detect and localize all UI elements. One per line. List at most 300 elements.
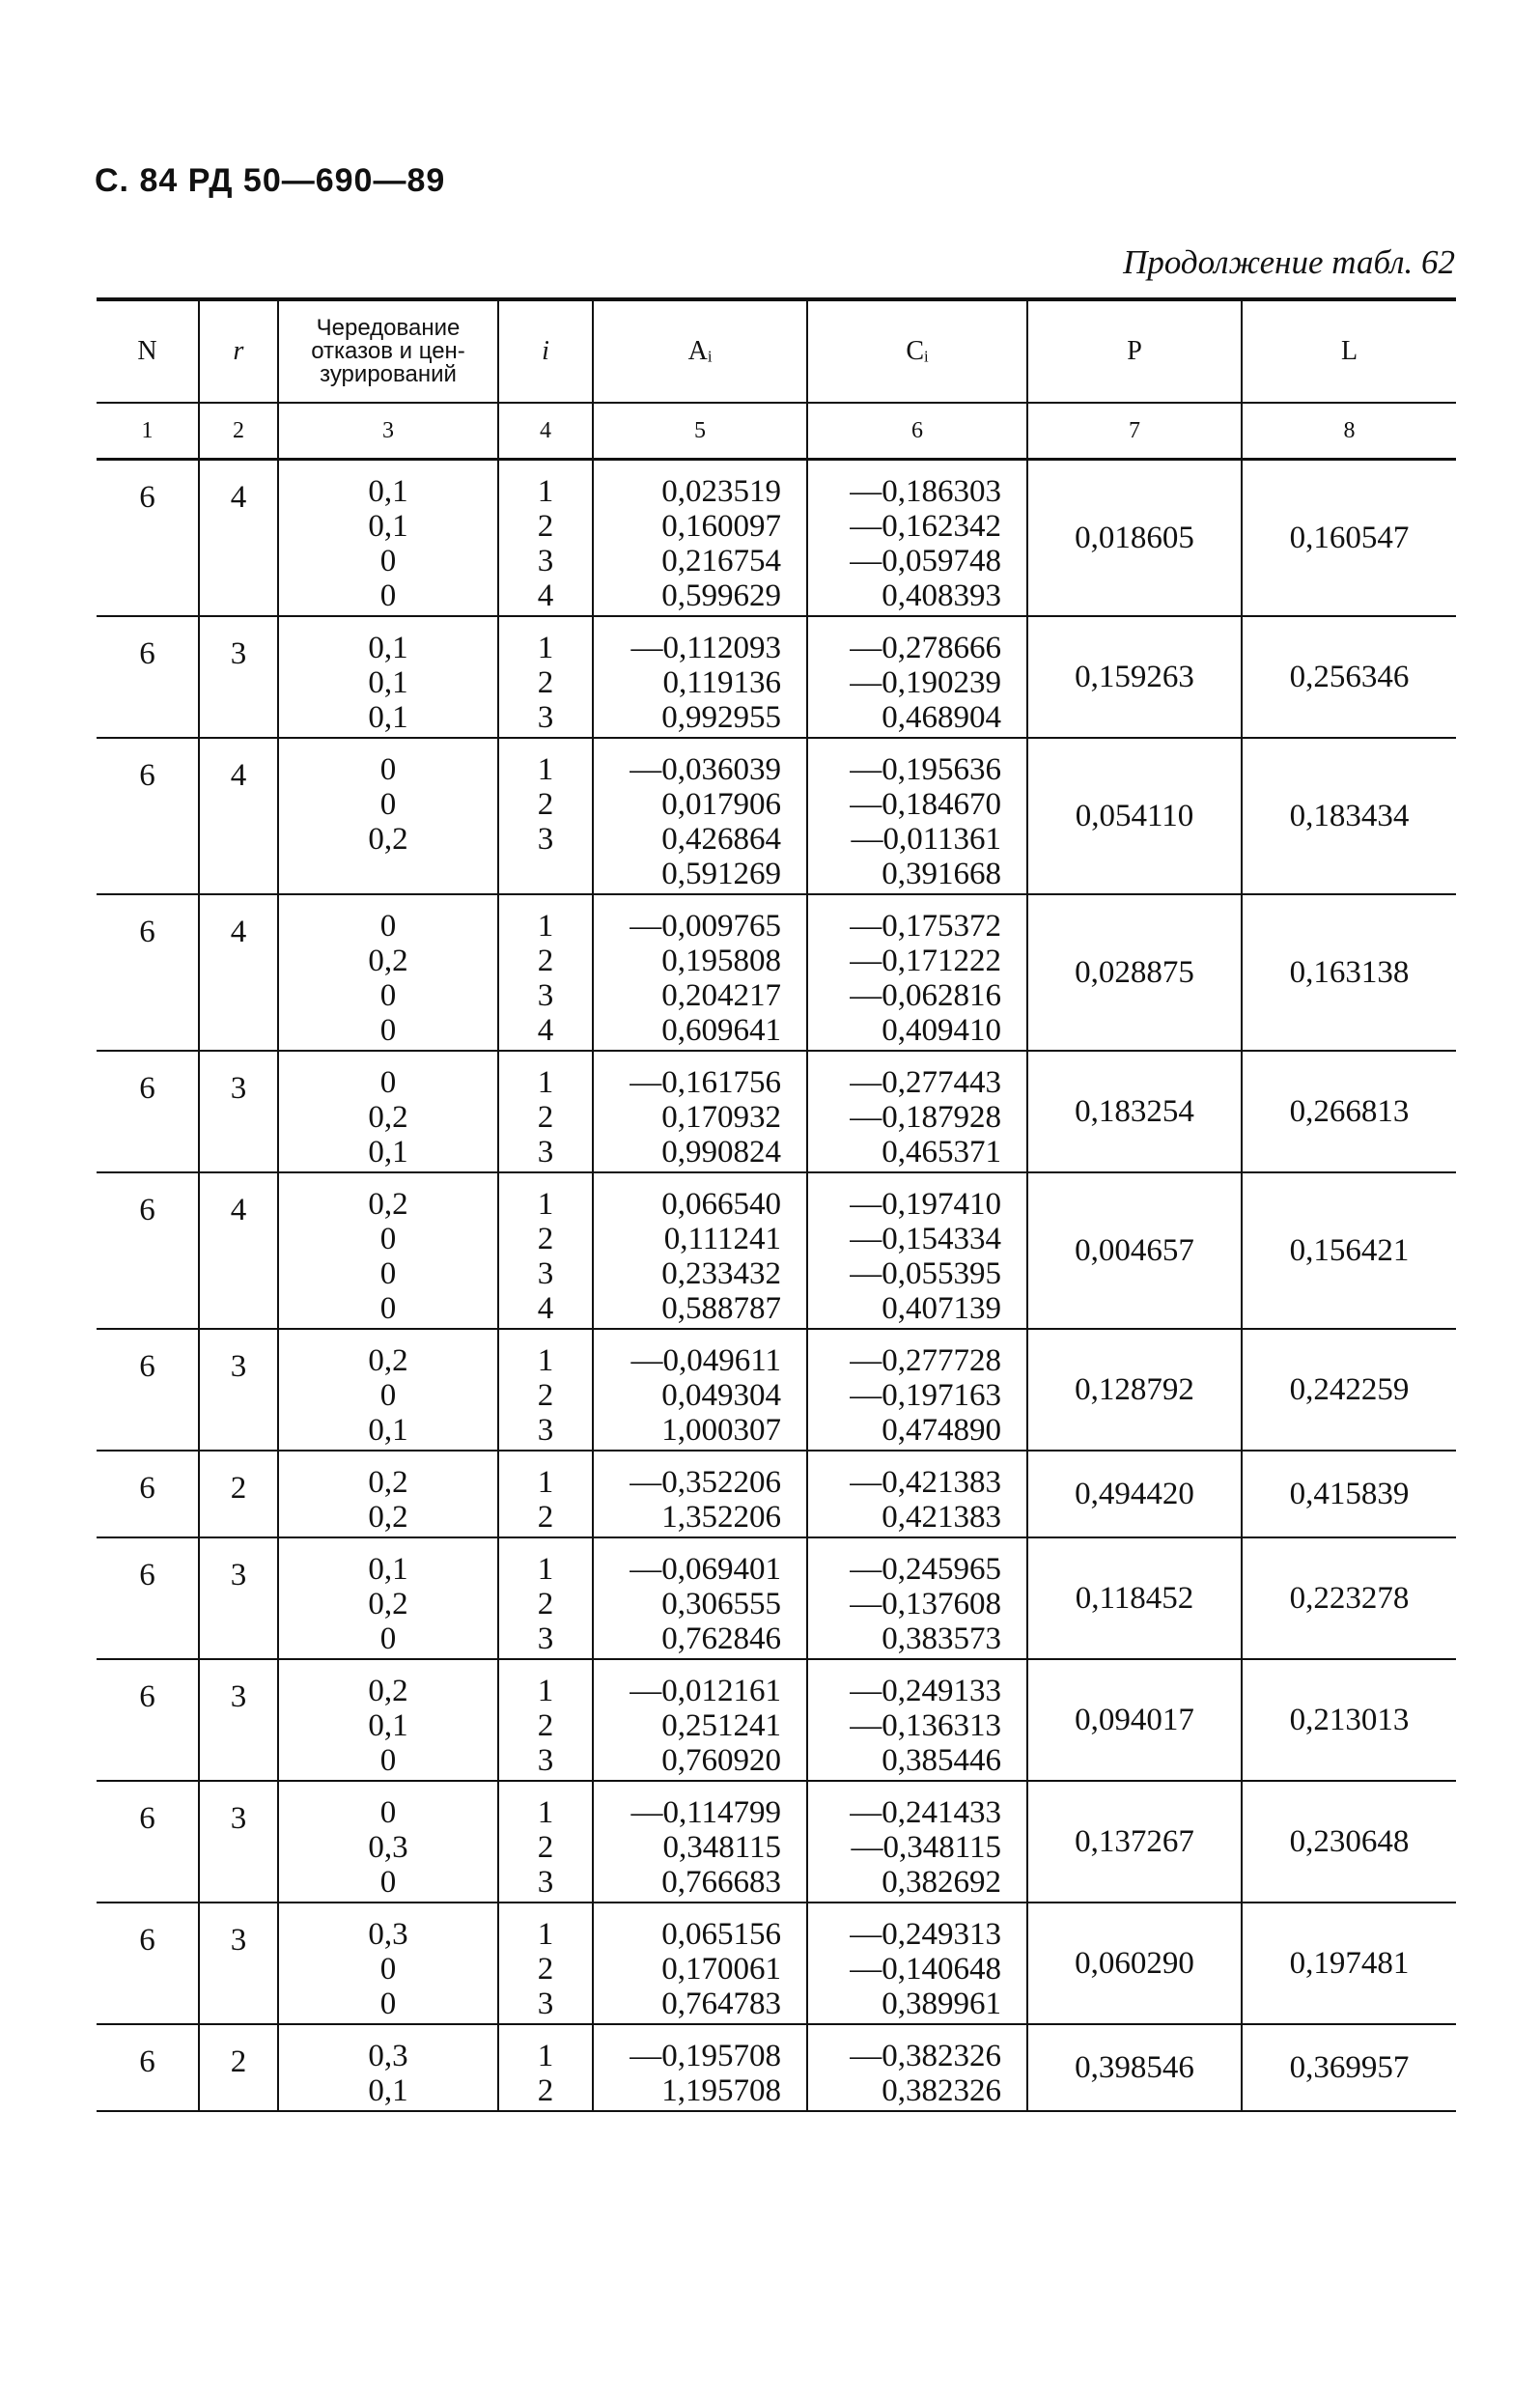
sequence-value: 0,1 [368,1708,408,1743]
sequence-value: 0,1 [368,1552,408,1587]
c-value: —0,277443 [850,1065,1001,1100]
a-value: —0,161756 [630,1065,781,1100]
i-value: 3 [537,1413,554,1448]
cell-i [498,1172,593,1329]
column-number-row [97,403,1456,460]
sequence-value: 0,1 [368,631,408,665]
c-value: —0,249133 [850,1674,1001,1708]
cell-i [498,1329,593,1451]
header-sequence [278,299,498,403]
c-value: —0,011361 [851,822,1001,857]
a-value: 0,160097 [661,509,781,544]
cell-sequence [278,460,498,617]
a-value: —0,049611 [630,1343,781,1378]
cell-p: 0,060290 [1027,1903,1242,2024]
cell-a [593,1903,807,2024]
a-value: —0,195708 [630,2039,781,2073]
sequence-value: 0 [379,1795,397,1830]
i-value: 1 [537,2039,554,2073]
sequence-value: 0 [379,978,397,1013]
header-sequence-line: отказов и цен- [311,338,465,364]
c-value: —0,187928 [850,1100,1001,1135]
cell-c [807,1781,1027,1903]
cell-p: 0,118452 [1027,1537,1242,1659]
cell-i [498,1781,593,1903]
i-value: 2 [537,1952,554,1987]
cell-a [593,1781,807,1903]
cell-sequence [278,1781,498,1903]
a-value: 0,023519 [661,474,781,509]
cell-l: 0,415839 [1242,1451,1456,1537]
a-value: 0,251241 [661,1708,781,1743]
cell-sequence [278,616,498,738]
cell-c [807,738,1027,894]
col-number: 1 [97,403,199,460]
sequence-value: 0,2 [368,1500,408,1535]
cell-n: 6 [97,1659,199,1781]
a-value: 0,233432 [661,1256,781,1291]
i-value: 3 [537,1865,554,1900]
sequence-value: 0 [379,578,397,613]
table-row [97,1537,1456,1659]
cell-i [498,616,593,738]
cell-p: 0,137267 [1027,1781,1242,1903]
cell-c [807,616,1027,738]
cell-sequence [278,894,498,1051]
c-value: 0,409410 [882,1013,1001,1048]
c-value: 0,383573 [882,1621,1001,1656]
cell-c [807,1537,1027,1659]
cell-i [498,894,593,1051]
cell-i [498,1051,593,1172]
table-row [97,460,1456,617]
c-value: —0,055395 [850,1256,1001,1291]
sequence-value: 0 [379,1256,397,1291]
table-row [97,1172,1456,1329]
i-value: 1 [537,752,554,787]
i-value: 3 [537,700,554,735]
c-value: —0,277728 [850,1343,1001,1378]
table-body [97,460,1456,2112]
sequence-value: 0,2 [368,1100,408,1135]
cell-sequence [278,1659,498,1781]
cell-l: 0,160547 [1242,460,1456,617]
a-value: 0,588787 [661,1291,781,1326]
table-row [97,2024,1456,2111]
c-value: —0,184670 [850,787,1001,822]
c-value: —0,348115 [851,1830,1001,1865]
c-value: 0,465371 [882,1135,1001,1170]
a-value: —0,352206 [630,1465,781,1500]
a-value: 0,609641 [661,1013,781,1048]
a-value: 0,591269 [661,857,781,891]
table-row [97,738,1456,894]
i-value: 3 [537,1987,554,2021]
a-value: 1,195708 [661,2073,781,2108]
c-value: —0,154334 [850,1222,1001,1256]
c-value: 0,407139 [882,1291,1001,1326]
cell-sequence [278,1451,498,1537]
i-value: 2 [537,1222,554,1256]
i-value: 1 [537,909,554,944]
cell-l: 0,369957 [1242,2024,1456,2111]
cell-p: 0,004657 [1027,1172,1242,1329]
c-value: —0,421383 [850,1465,1001,1500]
sequence-value: 0,1 [368,2073,408,2108]
cell-l: 0,230648 [1242,1781,1456,1903]
cell-sequence [278,1051,498,1172]
cell-l: 0,213013 [1242,1659,1456,1781]
cell-r: 3 [199,1051,278,1172]
a-value: 0,195808 [661,944,781,978]
cell-l: 0,163138 [1242,894,1456,1051]
a-value: 0,065156 [661,1917,781,1952]
i-value: 1 [537,1917,554,1952]
sequence-value: 0,1 [368,474,408,509]
table-row [97,1451,1456,1537]
cell-r: 2 [199,1451,278,1537]
i-value: 2 [537,1500,554,1535]
table-row [97,1903,1456,2024]
i-value: 1 [537,631,554,665]
a-value: 0,599629 [661,578,781,613]
cell-p: 0,128792 [1027,1329,1242,1451]
c-value: 0,382326 [882,2073,1001,2108]
a-value: 0,348115 [662,1830,781,1865]
sequence-value: 0 [379,1743,397,1778]
c-value: —0,162342 [850,509,1001,544]
i-value: 4 [537,1013,554,1048]
sequence-value: 0 [379,1222,397,1256]
i-value: 1 [537,1795,554,1830]
cell-l: 0,223278 [1242,1537,1456,1659]
sequence-value: 0,1 [368,665,408,700]
cell-r: 4 [199,1172,278,1329]
cell-r: 4 [199,460,278,617]
i-value: 3 [537,978,554,1013]
i-value: 2 [537,787,554,822]
col-number: 2 [199,403,278,460]
a-value: 0,766683 [661,1865,781,1900]
a-value: 0,017906 [661,787,781,822]
i-value: 2 [537,2073,554,2108]
sequence-value: 0,3 [368,1917,408,1952]
cell-n: 6 [97,2024,199,2111]
c-value: —0,382326 [850,2039,1001,2073]
c-value: —0,175372 [850,909,1001,944]
cell-p: 0,159263 [1027,616,1242,738]
cell-c [807,460,1027,617]
sequence-value: 0,1 [368,1135,408,1170]
c-value: —0,197163 [850,1378,1001,1413]
cell-r: 3 [199,1781,278,1903]
table-row [97,1659,1456,1781]
sequence-value: 0,1 [368,700,408,735]
cell-sequence [278,1172,498,1329]
sequence-value: 0,2 [368,1187,408,1222]
sequence-value: 0,2 [368,1587,408,1621]
a-value: 0,066540 [661,1187,781,1222]
cell-l: 0,242259 [1242,1329,1456,1451]
table-row [97,894,1456,1051]
sequence-value: 0 [379,1291,397,1326]
sequence-value: 0 [379,909,397,944]
i-value [499,857,592,891]
a-value: 0,204217 [661,978,781,1013]
a-value: —0,114799 [630,1795,781,1830]
cell-p: 0,094017 [1027,1659,1242,1781]
cell-i [498,1903,593,2024]
i-value: 1 [537,1552,554,1587]
cell-i [498,2024,593,2111]
i-value: 3 [537,1256,554,1291]
cell-a [593,616,807,738]
i-value: 1 [537,1187,554,1222]
table-row [97,1781,1456,1903]
a-value: 0,762846 [661,1621,781,1656]
sequence-value: 0,1 [368,509,408,544]
cell-a [593,1051,807,1172]
cell-a [593,894,807,1051]
table-row [97,616,1456,738]
cell-p: 0,054110 [1027,738,1242,894]
c-value: —0,059748 [850,544,1001,578]
sequence-value: 0 [379,1987,397,2021]
col-number: 4 [498,403,593,460]
col-number: 3 [278,403,498,460]
c-value: 0,468904 [882,700,1001,735]
cell-r: 3 [199,1329,278,1451]
c-value: 0,382692 [882,1865,1001,1900]
c-value: —0,136313 [850,1708,1001,1743]
cell-c [807,1329,1027,1451]
header-p: P [1027,299,1242,403]
cell-a [593,1537,807,1659]
cell-l: 0,266813 [1242,1051,1456,1172]
sequence-value: 0 [379,752,397,787]
cell-l: 0,156421 [1242,1172,1456,1329]
a-value: 0,990824 [661,1135,781,1170]
c-value: 0,389961 [882,1987,1001,2021]
i-value: 3 [537,544,554,578]
a-value: 0,170061 [661,1952,781,1987]
c-value: 0,385446 [882,1743,1001,1778]
col-number: 8 [1242,403,1456,460]
data-table [97,297,1456,2112]
a-value: —0,009765 [630,909,781,944]
cell-r: 4 [199,738,278,894]
cell-i [498,460,593,617]
cell-p: 0,183254 [1027,1051,1242,1172]
i-value: 1 [537,1674,554,1708]
cell-c [807,894,1027,1051]
header-r: r [199,299,278,403]
cell-c [807,1172,1027,1329]
cell-r: 4 [199,894,278,1051]
header-i: i [498,299,593,403]
i-value: 2 [537,509,554,544]
cell-n: 6 [97,738,199,894]
col-number: 7 [1027,403,1242,460]
cell-c [807,2024,1027,2111]
cell-sequence [278,1537,498,1659]
i-value: 1 [537,474,554,509]
c-value: —0,186303 [850,474,1001,509]
c-value: —0,171222 [850,944,1001,978]
sequence-value: 0 [379,787,397,822]
i-value: 1 [537,1343,554,1378]
table-continuation-caption: Продолжение табл. 62 [1123,243,1455,281]
cell-p: 0,018605 [1027,460,1242,617]
sequence-value: 0 [379,1378,397,1413]
a-value: 0,216754 [661,544,781,578]
a-value: 0,119136 [662,665,781,700]
cell-c [807,1903,1027,2024]
i-value: 2 [537,1708,554,1743]
c-value: —0,197410 [850,1187,1001,1222]
header-a: Aᵢ [593,299,807,403]
sequence-value: 0,2 [368,822,408,857]
a-value: 0,992955 [661,700,781,735]
cell-n: 6 [97,1329,199,1451]
cell-n: 6 [97,1172,199,1329]
cell-a [593,2024,807,2111]
cell-sequence [278,2024,498,2111]
c-value: —0,190239 [850,665,1001,700]
cell-a [593,1659,807,1781]
header-c: Cᵢ [807,299,1027,403]
i-value: 2 [537,944,554,978]
sequence-value: 0,3 [368,1830,408,1865]
cell-c [807,1451,1027,1537]
a-value: 0,760920 [661,1743,781,1778]
sequence-value [279,857,497,891]
c-value: —0,241433 [850,1795,1001,1830]
table-row [97,1329,1456,1451]
i-value: 2 [537,1100,554,1135]
a-value: 1,000307 [661,1413,781,1448]
col-number: 5 [593,403,807,460]
cell-sequence [278,1329,498,1451]
sequence-value: 0,2 [368,1674,408,1708]
a-value: —0,069401 [630,1552,781,1587]
a-value: 0,111241 [663,1222,781,1256]
i-value: 1 [537,1465,554,1500]
cell-i [498,1537,593,1659]
cell-l: 0,183434 [1242,738,1456,894]
c-value: —0,140648 [850,1952,1001,1987]
a-value: 0,170932 [661,1100,781,1135]
a-value: —0,112093 [630,631,781,665]
cell-r: 3 [199,1537,278,1659]
i-value: 3 [537,822,554,857]
cell-a [593,1451,807,1537]
c-value: —0,249313 [850,1917,1001,1952]
i-value: 4 [537,578,554,613]
cell-c [807,1051,1027,1172]
cell-n: 6 [97,1903,199,2024]
cell-c [807,1659,1027,1781]
header-sequence-line: Чередование [316,315,461,341]
cell-p: 0,494420 [1027,1451,1242,1537]
a-value: 1,352206 [661,1500,781,1535]
cell-n: 6 [97,1781,199,1903]
cell-sequence [278,1903,498,2024]
table-row [97,1051,1456,1172]
c-value: —0,245965 [850,1552,1001,1587]
i-value: 3 [537,1135,554,1170]
cell-p: 0,028875 [1027,894,1242,1051]
cell-n: 6 [97,616,199,738]
sequence-value: 0,3 [368,2039,408,2073]
cell-a [593,1172,807,1329]
c-value: —0,195636 [850,752,1001,787]
page-header: С. 84 РД 50—690—89 [95,162,446,199]
header-sequence-line: зурирований [320,361,457,387]
cell-r: 3 [199,616,278,738]
cell-n: 6 [97,1451,199,1537]
sequence-value: 0 [379,1065,397,1100]
i-value: 2 [537,1587,554,1621]
sequence-value: 0 [379,1952,397,1987]
i-value: 3 [537,1621,554,1656]
col-number: 6 [807,403,1027,460]
header-row [97,299,1456,403]
i-value: 2 [537,1378,554,1413]
sequence-value: 0,2 [368,1465,408,1500]
a-value: 0,306555 [661,1587,781,1621]
c-value: 0,391668 [882,857,1001,891]
cell-i [498,1451,593,1537]
cell-n: 6 [97,894,199,1051]
header-n: N [97,299,199,403]
cell-i [498,738,593,894]
cell-a [593,738,807,894]
a-value: 0,426864 [661,822,781,857]
a-value: —0,012161 [630,1674,781,1708]
cell-r: 2 [199,2024,278,2111]
sequence-value: 0 [379,1865,397,1900]
cell-l: 0,197481 [1242,1903,1456,2024]
sequence-value: 0 [379,1621,397,1656]
header-l: L [1242,299,1456,403]
cell-r: 3 [199,1903,278,2024]
cell-sequence [278,738,498,894]
sequence-value: 0,2 [368,944,408,978]
i-value: 2 [537,665,554,700]
cell-n: 6 [97,1051,199,1172]
c-value: 0,474890 [882,1413,1001,1448]
i-value: 2 [537,1830,554,1865]
cell-r: 3 [199,1659,278,1781]
cell-i [498,1659,593,1781]
c-value: 0,421383 [882,1500,1001,1535]
c-value: —0,278666 [850,631,1001,665]
sequence-value: 0 [379,1013,397,1048]
a-value: 0,764783 [661,1987,781,2021]
c-value: —0,062816 [850,978,1001,1013]
sequence-value: 0,1 [368,1413,408,1448]
cell-n: 6 [97,1537,199,1659]
a-value: —0,036039 [630,752,781,787]
cell-p: 0,398546 [1027,2024,1242,2111]
i-value: 3 [537,1743,554,1778]
sequence-value: 0,2 [368,1343,408,1378]
a-value: 0,049304 [661,1378,781,1413]
cell-n: 6 [97,460,199,617]
sequence-value: 0 [379,544,397,578]
cell-l: 0,256346 [1242,616,1456,738]
